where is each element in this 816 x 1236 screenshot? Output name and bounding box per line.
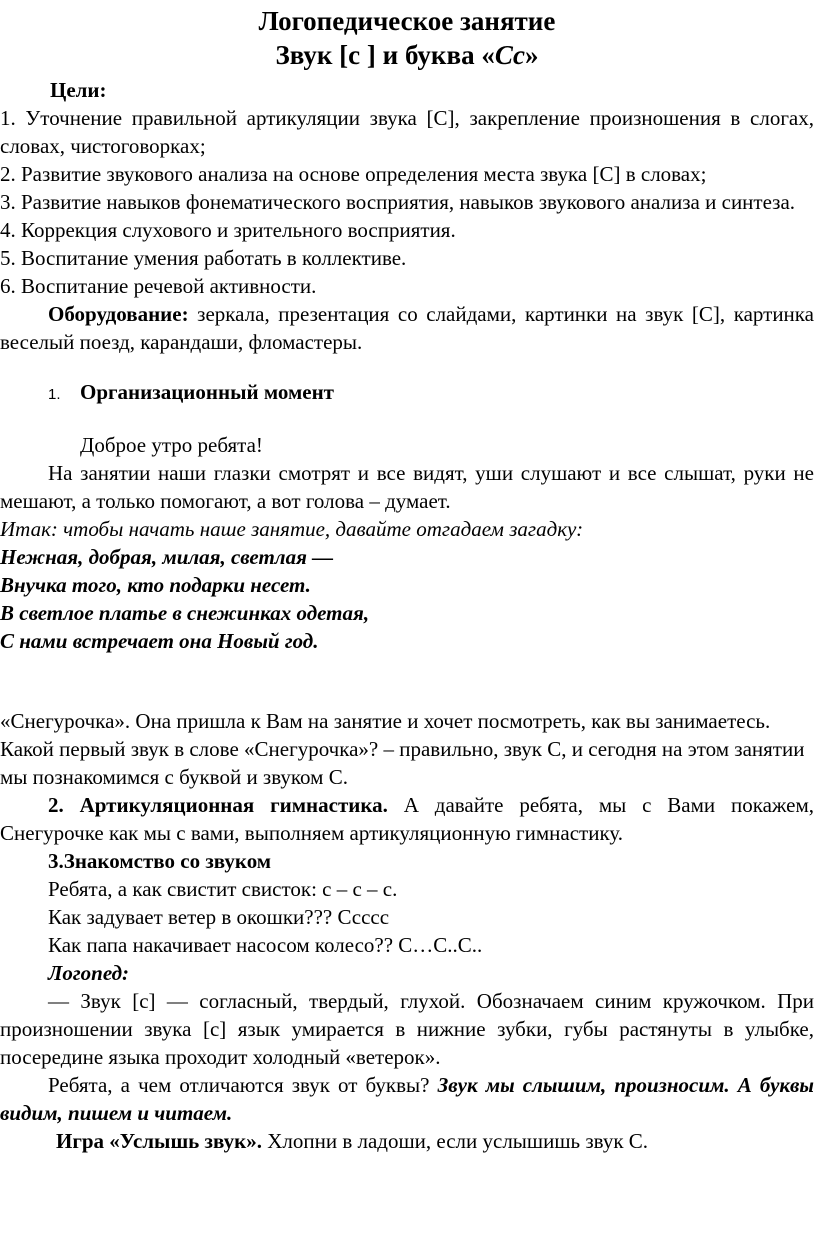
riddle-line-3: В светлое платье в снежинках одетая, — [0, 601, 370, 625]
goals-label: Цели: — [50, 78, 107, 102]
goal-6: 6. Воспитание речевой активности. — [0, 274, 317, 298]
sound-line-3: Как папа накачивает насосом колесо?? С…С..С.. — [48, 933, 483, 957]
game-title: Игра «Услышь звук». — [56, 1129, 262, 1153]
difference-answer: Звук мы слышим, произносим. А буквы видим, пишем и читаем. — [0, 1073, 814, 1125]
game-text: Хлопни в ладоши, если услышишь звук С. — [261, 1129, 649, 1153]
equipment-paragraph — [0, 300, 814, 356]
game-paragraph — [0, 1127, 814, 1155]
greeting: Доброе утро ребята! — [80, 433, 263, 457]
difference-question: Ребята, а чем отличаются звук от буквы? — [48, 1073, 438, 1097]
intro-paragraph: На занятии наши глазки смотрят и все видят, уши слушают и все слышат, руки не мешают, а только помогают, а вот голова – думает. — [0, 461, 814, 513]
title-line-1: Логопедическое занятие — [258, 6, 556, 36]
riddle-line-1: Нежная, добрая, милая, светлая — — [0, 545, 334, 569]
goal-4: 4. Коррекция слухового и зрительного восприятия. — [0, 218, 456, 242]
goal-2: 2. Развитие звукового анализа на основе определения места звука [С] в словах; — [0, 162, 707, 186]
section-3-title: 3.Знакомство со звуком — [48, 849, 272, 873]
section-2-title: 2. Артикуляционная гимнастика. — [48, 793, 388, 817]
riddle-line-2: Внучка того, кто подарки несет. — [0, 573, 311, 597]
equipment-text: зеркала, презентация со слайдами, картинки на звук [С], картинка веселый поезд, карандаши, фломастеры. — [0, 302, 814, 354]
question-paragraph: Какой первый звук в слове «Снегурочка»? – правильно, звук С, и сегодня на этом занятии мы познакомимся с буквой и звуком С. — [0, 737, 805, 789]
difference-paragraph — [0, 1071, 814, 1127]
riddle-intro: Итак: чтобы начать наше занятие, давайте отгадаем загадку: — [0, 517, 584, 541]
equipment-label: Оборудование: — [48, 302, 189, 326]
title-letter: Сс — [494, 40, 526, 70]
spacer — [0, 655, 814, 707]
goal-5: 5. Воспитание умения работать в коллективе. — [0, 246, 407, 270]
section-2-text: А давайте ребята, мы с Вами покажем, Снегурочке как мы с вами, выполняем артикуляционную гимнастику. — [0, 793, 814, 845]
section-1-heading — [0, 378, 814, 409]
section-1-title: Организационный момент — [80, 380, 334, 404]
speaker-paragraph: — Звук [с] — согласный, твердый, глухой. Обозначаем синим кружочком. При произношении звука [с] язык умирается в нижние зубки, губы растянуты в улыбке, посередине языка проходит холодный «ветерок». — [0, 989, 814, 1069]
answer-paragraph: «Снегурочка». Она пришла к Вам на занятие и хочет посмотреть, как вы занимаетесь. — [0, 709, 771, 733]
section-2-paragraph — [0, 791, 814, 847]
sound-line-2: Как задувает ветер в окошки??? Ссссс — [48, 905, 390, 929]
goal-1: 1. Уточнение правильной артикуляции звука [С], закрепление произношения в слогах, словах, чистоговорках; — [0, 106, 814, 158]
goal-3: 3. Развитие навыков фонематического восприятия, навыков звукового анализа и синтеза. — [0, 190, 796, 214]
riddle-line-4: С нами встречает она Новый год. — [0, 629, 319, 653]
section-1-number: 1. — [48, 386, 61, 403]
speaker-label: Логопед: — [48, 961, 130, 985]
sound-line-1: Ребята, а как свистит свисток: с – с – с. — [48, 877, 398, 901]
title-line-2: Звук [с ] и буква «Сс» — [275, 40, 539, 70]
